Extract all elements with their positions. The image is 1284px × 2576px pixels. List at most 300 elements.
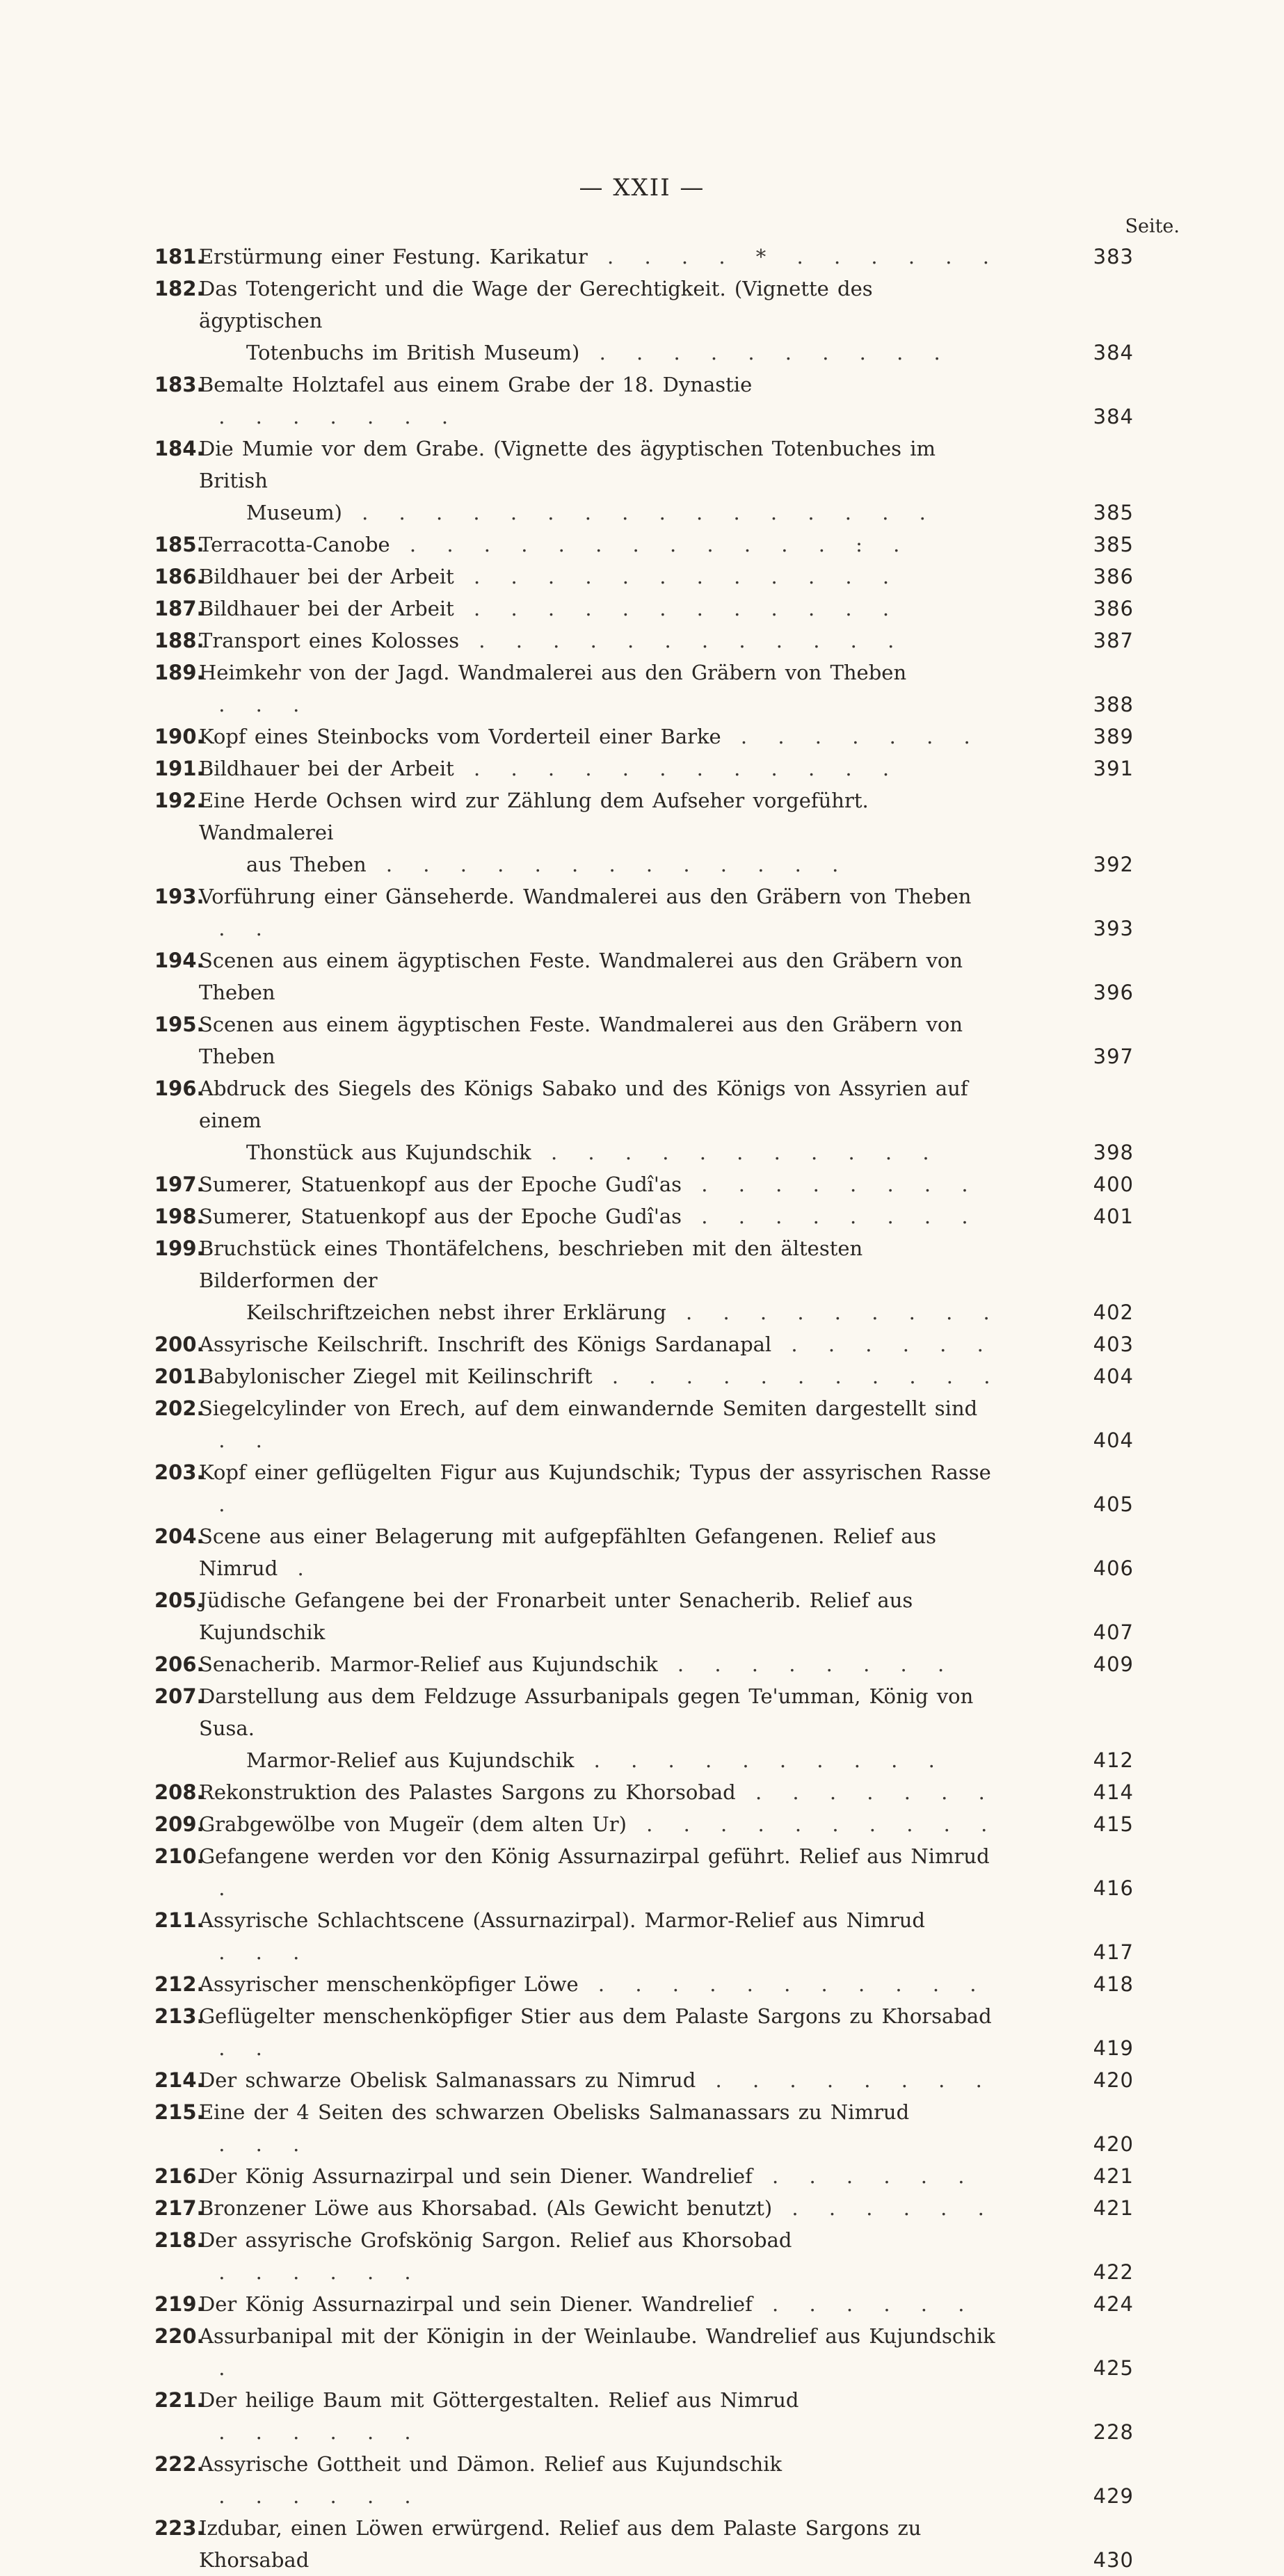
dot-leader: . . . . . . . . . . . . <box>454 597 901 620</box>
entry-title: Sumerer, Statuenkopf aus der Epoche Gudî'as <box>199 1205 682 1228</box>
entry-body <box>199 273 1134 369</box>
dot-leader: . . . . . . . . . . . . <box>459 629 906 652</box>
entry-text <box>199 1456 1002 1520</box>
entry-title: Erstürmung einer Festung. Karikatur <box>199 245 588 268</box>
entry-continuation-text: Keilschriftzeichen nebst ihrer Erklärung <box>246 1301 666 1324</box>
list-item <box>154 2160 1134 2192</box>
dot-leader: . . . . . . <box>752 2164 976 2188</box>
entry-body <box>199 1680 1134 1776</box>
page-number: 386 <box>1093 597 1134 620</box>
list-item <box>154 1968 1134 2000</box>
entry-number: 186. <box>154 565 204 588</box>
list-item <box>154 369 1134 433</box>
entry-text <box>199 2288 1002 2320</box>
entry-text <box>199 2096 1002 2160</box>
list-item <box>154 2512 1134 2576</box>
entry-continuation-text: Marmor-Relief aus Kujundschik <box>246 1748 575 1772</box>
page-number: 402 <box>1093 1301 1134 1324</box>
list-item <box>154 1648 1134 1680</box>
entry-number: 203. <box>154 1460 204 1484</box>
page-number: 419 <box>1093 2036 1134 2060</box>
entry-body <box>199 1328 1134 1360</box>
dot-leader: . . . . . . . . . . <box>626 1812 999 1836</box>
page-number: 384 <box>1093 341 1134 364</box>
list-item <box>154 2384 1134 2448</box>
dot-leader: . . . . . . . <box>735 1780 996 1804</box>
entry-text <box>199 273 1002 337</box>
page-number: 389 <box>1093 725 1134 748</box>
dot-leader: . . . <box>199 2132 311 2156</box>
entry-continuation-text: aus Theben <box>246 853 367 876</box>
entry-number: 209. <box>154 1812 204 1836</box>
entry-title: Scenen aus einem ägyptischen Feste. Wandmalerei aus den Gräbern von Theben <box>199 949 963 1004</box>
entry-text <box>199 1328 1002 1360</box>
entry-text <box>199 1808 1002 1840</box>
entry-body <box>199 1520 1134 1584</box>
page-number: 228 <box>1093 2420 1134 2444</box>
page-number: 407 <box>1093 1620 1134 1644</box>
dot-leader: . . . . . . . . . . . . <box>454 757 901 780</box>
dot-leader: . <box>199 2356 236 2380</box>
page-number: 393 <box>1093 917 1134 940</box>
entry-text <box>199 2064 1002 2096</box>
entry-title: Terracotta-Canobe <box>199 533 390 556</box>
entry-title: Gefangene werden vor den König Assurnazirpal geführt. Relief aus Nimrud <box>199 1844 990 1868</box>
entry-body <box>199 944 1134 1008</box>
entry-body <box>199 433 1134 529</box>
entry-number: 195. <box>154 1013 204 1036</box>
page-number: 422 <box>1093 2260 1134 2284</box>
entry-number: 192. <box>154 789 204 812</box>
entry-text <box>199 1840 1002 1904</box>
list-item <box>154 1392 1134 1456</box>
entry-title: Assyrische Schlachtscene (Assurnazirpal). Marmor-Relief aus Nimrud <box>199 1908 925 1932</box>
dot-leader: . . . . . . <box>199 2420 422 2444</box>
entry-number: 189. <box>154 661 204 684</box>
page-number: 404 <box>1093 1365 1134 1388</box>
entry-title: Bruchstück eines Thontäfelchens, beschrieben mit den ältesten Bilderformen der <box>199 1237 863 1292</box>
entry-number: 194. <box>154 949 204 972</box>
entry-title: Das Totengericht und die Wage der Gerechtigkeit. (Vignette des ägyptischen <box>199 277 873 332</box>
list-item <box>154 1808 1134 1840</box>
dot-leader: . . . . . . . . . . . <box>592 1365 1002 1388</box>
entry-text <box>199 880 1002 944</box>
entry-number: 205. <box>154 1588 204 1612</box>
entry-body <box>199 1584 1134 1648</box>
dot-leader: . . . . * . . . . . . <box>587 245 1000 268</box>
entry-continuation <box>199 1296 1002 1328</box>
entry-title: Geflügelter menschenköpfiger Stier aus dem Palaste Sargons zu Khorsabad <box>199 2004 992 2028</box>
page-number: 397 <box>1093 1045 1134 1068</box>
dot-leader: . . . . . . . . . . . <box>578 1972 988 1996</box>
entry-body <box>199 2160 1134 2192</box>
list-item <box>154 1680 1134 1776</box>
page-number: 420 <box>1093 2132 1134 2156</box>
page-number: 425 <box>1093 2356 1134 2380</box>
page-number: 420 <box>1093 2068 1134 2092</box>
list-item <box>154 1840 1134 1904</box>
entry-body <box>199 1776 1134 1808</box>
entry-number: 187. <box>154 597 204 620</box>
entry-body <box>199 2320 1134 2384</box>
entry-title: Der heilige Baum mit Göttergestalten. Relief aus Nimrud <box>199 2388 799 2412</box>
entry-number: 196. <box>154 1077 204 1100</box>
list-item <box>154 880 1134 944</box>
entry-text <box>199 752 1002 784</box>
entry-title: Bildhauer bei der Arbeit <box>199 565 454 588</box>
entry-title: Siegelcylinder von Erech, auf dem einwandernde Semiten dargestellt sind <box>199 1396 978 1420</box>
entry-number: 201. <box>154 1365 204 1388</box>
entry-number: 184. <box>154 437 204 460</box>
entry-continuation <box>199 497 1002 529</box>
entry-title: Assyrische Keilschrift. Inschrift des Königs Sardanapal <box>199 1333 772 1356</box>
entry-text <box>199 1680 1002 1744</box>
entry-title: Der schwarze Obelisk Salmanassars zu Nimrud <box>199 2068 696 2092</box>
page-number: 400 <box>1093 1173 1134 1196</box>
dot-leader: . . . . . . . . <box>682 1205 979 1228</box>
dot-leader: . . . . . . . . . . <box>574 1748 946 1772</box>
dot-leader: . . . . . . . . . . . . . . . . <box>342 501 937 524</box>
list-item <box>154 2192 1134 2224</box>
page-number: 412 <box>1093 1748 1134 1772</box>
entry-text <box>199 2320 1002 2384</box>
entry-title: Scene aus einer Belagerung mit aufgepfählten Gefangenen. Relief aus Nimrud <box>199 1524 937 1580</box>
list-item <box>154 2288 1134 2320</box>
list-item <box>154 561 1134 593</box>
entry-continuation <box>199 848 1002 880</box>
entry-text <box>199 1168 1002 1200</box>
entry-number: 219. <box>154 2292 204 2316</box>
page-number: 398 <box>1093 1141 1134 1164</box>
list-item <box>154 2096 1134 2160</box>
entry-body <box>199 752 1134 784</box>
entry-title: Der König Assurnazirpal und sein Diener. Wandrelief <box>199 2164 753 2188</box>
entry-title: Abdruck des Siegels des Königs Sabako und des Königs von Assyrien auf einem <box>199 1077 968 1132</box>
entry-title: Der assyrische Grofskönig Sargon. Relief aus Khorsobad <box>199 2228 792 2252</box>
entry-body <box>199 1904 1134 1968</box>
entry-number: 197. <box>154 1173 204 1196</box>
entry-number: 206. <box>154 1652 204 1676</box>
entry-number: 200. <box>154 1333 204 1356</box>
entry-body <box>199 2000 1134 2064</box>
entry-number: 216. <box>154 2164 204 2188</box>
entry-body <box>199 657 1134 721</box>
page-number: 404 <box>1093 1428 1134 1452</box>
page-number: 396 <box>1093 981 1134 1004</box>
list-item <box>154 625 1134 657</box>
entry-title: Grabgewölbe von Mugeïr (dem alten Ur) <box>199 1812 627 1836</box>
entry-text <box>199 1584 1002 1648</box>
entry-number: 214. <box>154 2068 204 2092</box>
list-item <box>154 2320 1134 2384</box>
entry-number: 207. <box>154 1684 204 1708</box>
page-number: 429 <box>1093 2484 1134 2508</box>
entry-number: 212. <box>154 1972 204 1996</box>
entry-text <box>199 369 1002 433</box>
entry-number: 220. <box>154 2324 204 2348</box>
entry-text <box>199 2448 1002 2512</box>
entry-body <box>199 880 1134 944</box>
page-column-label: Seite. <box>1125 216 1180 237</box>
entry-text <box>199 241 1002 273</box>
dot-leader: . . . . . . . . . <box>666 1301 1001 1324</box>
entry-body <box>199 2448 1134 2512</box>
entry-body <box>199 1968 1134 2000</box>
entry-title: Kopf eines Steinbocks vom Vorderteil einer Barke <box>199 725 721 748</box>
entry-body <box>199 1200 1134 1232</box>
list-item <box>154 1200 1134 1232</box>
entry-number: 191. <box>154 757 204 780</box>
page-number: 401 <box>1093 1205 1134 1228</box>
list-item <box>154 2064 1134 2096</box>
dot-leader: . . . . . . . . . . . <box>531 1141 940 1164</box>
dot-leader: . . . . . . . <box>721 725 981 748</box>
dot-leader: . . . <box>199 1940 311 1964</box>
page-number: 430 <box>1093 2548 1134 2572</box>
entry-text <box>199 1968 1002 2000</box>
page-number: 405 <box>1093 1492 1134 1516</box>
entry-body <box>199 2384 1134 2448</box>
entry-text <box>199 1360 1002 1392</box>
dot-leader: . . . . . . . . . . . . : . <box>390 533 911 556</box>
dot-leader: . . . . . . <box>771 1333 995 1356</box>
list-item <box>154 1008 1134 1072</box>
entry-body <box>199 1648 1134 1680</box>
page-number: 391 <box>1093 757 1134 780</box>
entry-number: 198. <box>154 1205 204 1228</box>
entry-number: 185. <box>154 533 204 556</box>
entry-body <box>199 2288 1134 2320</box>
entry-title: Bildhauer bei der Arbeit <box>199 597 454 620</box>
dot-leader: . . . . . . <box>199 2484 422 2508</box>
entry-title: Izdubar, einen Löwen erwürgend. Relief aus dem Palaste Sargons zu Khorsabad <box>199 2516 922 2572</box>
entry-title: Jüdische Gefangene bei der Fronarbeit unter Senacherib. Relief aus Kujundschik <box>199 1588 913 1644</box>
entry-continuation <box>199 1744 1002 1776</box>
entry-body <box>199 1168 1134 1200</box>
entry-title: Assyrischer menschenköpfiger Löwe <box>199 1972 579 1996</box>
page-number: 409 <box>1093 1652 1134 1676</box>
entry-title: Bemalte Holztafel aus einem Grabe der 18. Dynastie <box>199 373 753 396</box>
entry-number: 215. <box>154 2100 204 2124</box>
entry-number: 183. <box>154 373 204 396</box>
page-number: 385 <box>1093 501 1134 524</box>
list-item <box>154 1520 1134 1584</box>
dot-leader: . <box>199 1492 236 1516</box>
list-item <box>154 2448 1134 2512</box>
dot-leader: . . . . . . <box>772 2196 995 2220</box>
dot-leader: . . . . . . . . . . . . <box>454 565 901 588</box>
list-item <box>154 721 1134 752</box>
list-item <box>154 944 1134 1008</box>
entry-text <box>199 529 1002 561</box>
entry-text <box>199 721 1002 752</box>
entry-body <box>199 2064 1134 2096</box>
entry-title: Assyrische Gottheit und Dämon. Relief aus Kujundschik <box>199 2452 783 2476</box>
entry-title: Eine Herde Ochsen wird zur Zählung dem Aufseher vorgeführt. Wandmalerei <box>199 789 869 844</box>
entry-number: 221. <box>154 2388 204 2412</box>
entry-text <box>199 784 1002 848</box>
entry-number: 222. <box>154 2452 204 2476</box>
page-number: 418 <box>1093 1972 1134 1996</box>
entry-body <box>199 721 1134 752</box>
entry-text <box>199 2160 1002 2192</box>
entry-title: Assurbanipal mit der Königin in der Weinlaube. Wandrelief aus Kujundschik <box>199 2324 995 2348</box>
entry-text <box>199 2512 1002 2576</box>
entry-title: Senacherib. Marmor-Relief aus Kujundschik <box>199 1652 658 1676</box>
entry-number: 202. <box>154 1396 204 1420</box>
entry-number: 182. <box>154 277 204 300</box>
page-number: 403 <box>1093 1333 1134 1356</box>
entry-text <box>199 1200 1002 1232</box>
entry-text <box>199 1520 1002 1584</box>
page-number: 383 <box>1093 245 1134 268</box>
list-item <box>154 273 1134 369</box>
entry-number: 204. <box>154 1524 204 1548</box>
list-item <box>154 2224 1134 2288</box>
list-item <box>154 657 1134 721</box>
dot-leader: . . <box>199 2036 273 2060</box>
entry-number: 199. <box>154 1237 204 1260</box>
entry-title: Kopf einer geflügelten Figur aus Kujundschik; Typus der assyrischen Rasse <box>199 1460 991 1484</box>
entry-title: Die Mumie vor dem Grabe. (Vignette des ägyptischen Totenbuches im British <box>199 437 936 492</box>
page-number: 392 <box>1093 853 1134 876</box>
entry-number: 190. <box>154 725 204 748</box>
entry-title: Scenen aus einem ägyptischen Feste. Wandmalerei aus den Gräbern von Theben <box>199 1013 963 1068</box>
list-item <box>154 1232 1134 1328</box>
entry-number: 210. <box>154 1844 204 1868</box>
list-item <box>154 1360 1134 1392</box>
entry-title: Sumerer, Statuenkopf aus der Epoche Gudî'as <box>199 1173 682 1196</box>
page-header: — XXII — <box>579 174 705 202</box>
entry-number: 188. <box>154 629 204 652</box>
entry-continuation-text: Totenbuchs im British Museum) <box>246 341 580 364</box>
entry-title: Der König Assurnazirpal und sein Diener. Wandrelief <box>199 2292 753 2316</box>
entry-text <box>199 433 1002 497</box>
dot-leader: . . . . . . . . . . . . . <box>366 853 850 876</box>
dot-leader: . . . . . . . . . . <box>579 341 952 364</box>
entry-body <box>199 1232 1134 1328</box>
dot-leader: . . . . . . . . <box>696 2068 993 2092</box>
dot-leader: . . <box>199 1428 273 1452</box>
entry-title: Eine der 4 Seiten des schwarzen Obelisks Salmanassars zu Nimrud <box>199 2100 910 2124</box>
entry-text <box>199 1008 1002 1072</box>
entry-text <box>199 2384 1002 2448</box>
dot-leader: . . <box>199 917 273 940</box>
entry-title: Heimkehr von der Jagd. Wandmalerei aus den Gräbern von Theben <box>199 661 907 684</box>
entry-text <box>199 1648 1002 1680</box>
dot-leader: . . . . . . . . <box>682 1173 979 1196</box>
table-of-illustrations <box>154 241 1134 2576</box>
list-item <box>154 1904 1134 1968</box>
entry-body <box>199 593 1134 625</box>
dot-leader: . . . . . . . <box>199 405 460 428</box>
entry-text <box>199 1232 1002 1296</box>
entry-title: Bildhauer bei der Arbeit <box>199 757 454 780</box>
dot-leader: . <box>199 1876 236 1900</box>
entry-number: 181. <box>154 245 204 268</box>
list-item <box>154 593 1134 625</box>
entry-title: Rekonstruktion des Palastes Sargons zu Khorsobad <box>199 1780 736 1804</box>
page-number: 414 <box>1093 1780 1134 1804</box>
list-item <box>154 1776 1134 1808</box>
list-item <box>154 784 1134 880</box>
list-item <box>154 1168 1134 1200</box>
entry-continuation-text: Thonstück aus Kujundschik <box>246 1141 531 1164</box>
list-item <box>154 1072 1134 1168</box>
entry-body <box>199 1456 1134 1520</box>
page-number: 416 <box>1093 1876 1134 1900</box>
dot-leader: . . . <box>199 693 311 716</box>
entry-number: 218. <box>154 2228 204 2252</box>
entry-text <box>199 1072 1002 1136</box>
entry-text <box>199 625 1002 657</box>
entry-body <box>199 625 1134 657</box>
page-number: 421 <box>1093 2164 1134 2188</box>
entry-body <box>199 1072 1134 1168</box>
entry-continuation-text: Museum) <box>246 501 342 524</box>
entry-title: Darstellung aus dem Feldzuge Assurbanipals gegen Te'umman, König von Susa. <box>199 1684 974 1740</box>
dot-leader: . . . . . . <box>752 2292 976 2316</box>
entry-text <box>199 1776 1002 1808</box>
entry-number: 193. <box>154 885 204 908</box>
entry-text <box>199 1392 1002 1456</box>
page-number: 424 <box>1093 2292 1134 2316</box>
entry-body <box>199 2096 1134 2160</box>
entry-continuation <box>199 337 1002 369</box>
entry-title: Transport eines Kolosses <box>199 629 460 652</box>
entry-body <box>199 529 1134 561</box>
entry-body <box>199 1808 1134 1840</box>
entry-body <box>199 369 1134 433</box>
list-item <box>154 1456 1134 1520</box>
entry-text <box>199 561 1002 593</box>
entry-body <box>199 1360 1134 1392</box>
entry-title: Vorführung einer Gänseherde. Wandmalerei aus den Gräbern von Theben <box>199 885 972 908</box>
list-item <box>154 433 1134 529</box>
entry-body <box>199 2224 1134 2288</box>
list-item <box>154 529 1134 561</box>
dot-leader: . . . . . . <box>199 2260 422 2284</box>
page-number: 385 <box>1093 533 1134 556</box>
page-number: 386 <box>1093 565 1134 588</box>
entry-text <box>199 2224 1002 2288</box>
page-number: 388 <box>1093 693 1134 716</box>
entry-body <box>199 2192 1134 2224</box>
entry-number: 217. <box>154 2196 204 2220</box>
entry-number: 223. <box>154 2516 204 2540</box>
entry-text <box>199 1904 1002 1968</box>
entry-body <box>199 1008 1134 1072</box>
entry-text <box>199 593 1002 625</box>
entry-body <box>199 241 1134 273</box>
page-number: 417 <box>1093 1940 1134 1964</box>
entry-title: Babylonischer Ziegel mit Keilinschrift <box>199 1365 593 1388</box>
list-item <box>154 241 1134 273</box>
entry-body <box>199 1392 1134 1456</box>
entry-text <box>199 657 1002 721</box>
entry-text <box>199 2000 1002 2064</box>
entry-body <box>199 784 1134 880</box>
list-item <box>154 1584 1134 1648</box>
list-item <box>154 1328 1134 1360</box>
dot-leader: . <box>278 1556 315 1580</box>
entry-number: 213. <box>154 2004 204 2028</box>
entry-text <box>199 944 1002 1008</box>
entry-number: 211. <box>154 1908 204 1932</box>
page-number: 421 <box>1093 2196 1134 2220</box>
entry-body <box>199 1840 1134 1904</box>
page-number: 387 <box>1093 629 1134 652</box>
